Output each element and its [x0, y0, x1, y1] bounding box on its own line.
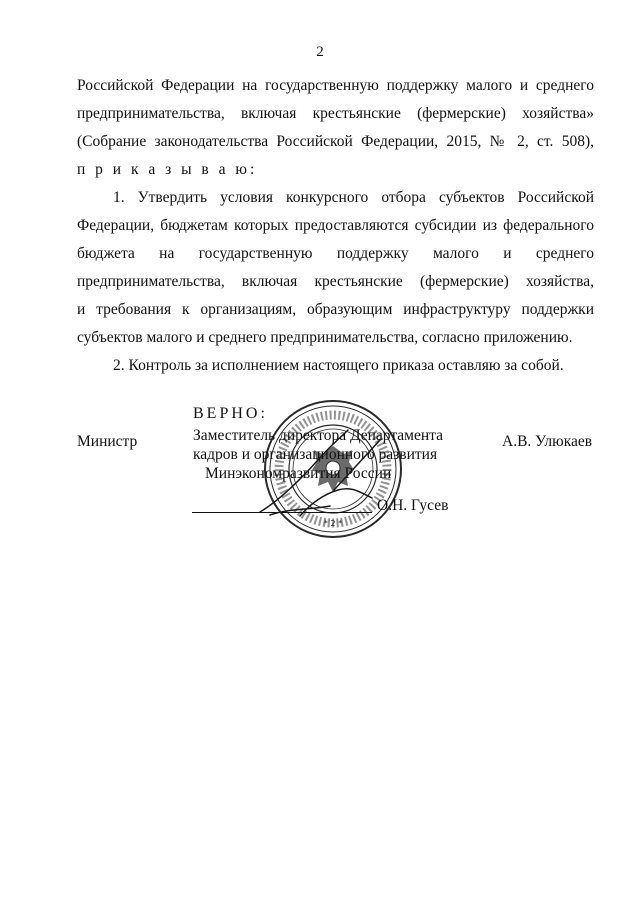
certification-heading: ВЕРНО:: [193, 405, 268, 422]
svg-text:* 2 *: * 2 *: [323, 519, 343, 528]
item2-line: 2. Контроль за исполнением настоящего приказа оставляю за собой.: [113, 357, 564, 374]
page-number: 2: [316, 44, 324, 60]
body-line-3: (Собрание законодательства Российской Федерации, 2015, № 2, ст. 508),: [77, 133, 594, 150]
item1-line-6: субъектов малого и среднего предпринимательства, согласно приложению.: [77, 329, 573, 346]
body-line-2: предпринимательства, включая крестьянские (фермерские) хозяйства»: [77, 105, 594, 122]
certifier-name: О.Н. Гусев: [377, 497, 449, 514]
item1-line-2: Федерации, бюджетам которых предоставляются субсидии из федерального: [77, 217, 594, 234]
signer-name: А.В. Улюкаев: [502, 433, 593, 450]
item1-line-1: 1. Утвердить условия конкурсного отбора субъектов Российской: [113, 189, 594, 206]
order-word: п р и к а з ы в а ю:: [77, 161, 258, 178]
body-line-1: Российской Федерации на государственную поддержку малого и среднего: [77, 77, 594, 94]
item1-line-5: и требования к организациям, образующим инфраструктуру поддержки: [77, 301, 594, 318]
item1-line-4: предпринимательства, включая крестьянские (фермерские) хозяйства,: [77, 273, 594, 290]
certifier-line-3: Минэкономразвития России: [205, 465, 392, 482]
certifier-line-1: Заместитель директора Департамента: [193, 427, 443, 444]
position-title: Министр: [77, 433, 138, 450]
item1-line-3: бюджета на государственную поддержку малого и среднего: [77, 245, 594, 262]
certifier-line-2: кадров и организационного развития: [193, 446, 438, 463]
